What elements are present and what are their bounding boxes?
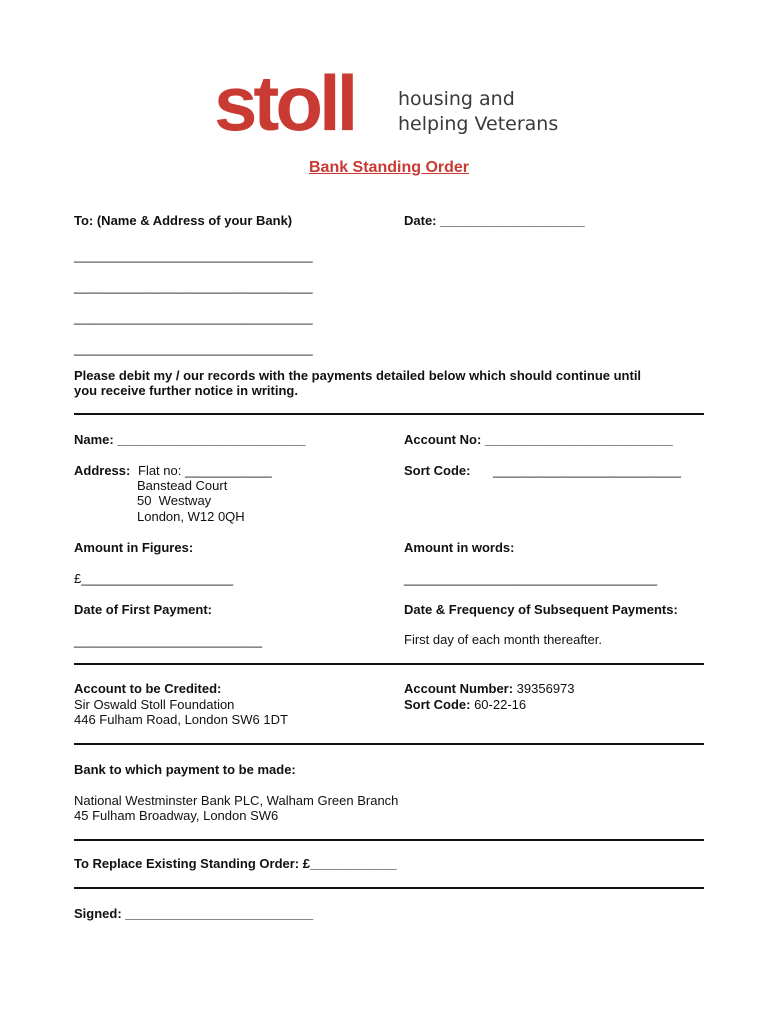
- bank-address-line-2[interactable]: _________________________________: [74, 279, 313, 294]
- amount-figures-label: Amount in Figures:: [74, 540, 194, 555]
- bank-address-line-4[interactable]: _________________________________: [74, 341, 313, 356]
- payee-bank-line-1: National Westminster Bank PLC, Walham Green Branch: [74, 793, 399, 808]
- date-field[interactable]: Date: ____________________: [404, 213, 585, 228]
- sort-code-field[interactable]: __________________________: [493, 463, 681, 478]
- subsequent-payments-value: First day of each month thereafter.: [404, 632, 602, 647]
- subsequent-payments-label: Date & Frequency of Subsequent Payments:: [404, 602, 678, 617]
- bank-address-line-3[interactable]: _________________________________: [74, 310, 313, 325]
- account-number-value: 39356973: [513, 681, 575, 696]
- amount-words-field[interactable]: ___________________________________: [404, 571, 658, 586]
- credit-account-label: Account to be Credited:: [74, 681, 222, 696]
- logo-tagline-line-1: housing and: [398, 88, 515, 110]
- logo-tagline-line-2: helping Veterans: [398, 113, 559, 135]
- credit-account-address: 446 Fulham Road, London SW6 1DT: [74, 712, 288, 727]
- stoll-logo: stoll: [214, 59, 355, 147]
- sort-code-label: Sort Code:: [404, 463, 471, 478]
- address-line-3: 50 Westway: [137, 493, 212, 508]
- credit-sort-code: [404, 697, 526, 712]
- credit-account-name: Sir Oswald Stoll Foundation: [74, 697, 235, 712]
- first-payment-field[interactable]: __________________________: [74, 633, 262, 648]
- first-payment-label: Date of First Payment:: [74, 602, 212, 617]
- page-title: Bank Standing Order: [308, 159, 470, 176]
- instruction-line-1: Please debit my / our records with the payments detailed below which should continue until: [74, 368, 642, 383]
- account-number-label: Account Number:: [404, 681, 514, 696]
- divider: [74, 887, 704, 889]
- name-field[interactable]: Name: __________________________: [74, 432, 306, 447]
- bank-address-line-1[interactable]: _________________________________: [74, 248, 313, 263]
- to-bank-label: To: (Name & Address of your Bank): [74, 213, 293, 228]
- credit-sort-code-value: 60-22-16: [470, 697, 527, 712]
- divider: [74, 663, 704, 665]
- divider: [74, 839, 704, 841]
- amount-figures-field[interactable]: £_____________________: [74, 571, 234, 586]
- payee-bank-line-2: 45 Fulham Broadway, London SW6: [74, 808, 279, 823]
- divider: [74, 743, 704, 745]
- replace-standing-order-field[interactable]: To Replace Existing Standing Order: £____________: [74, 856, 397, 871]
- instruction-line-2: you receive further notice in writing.: [74, 383, 298, 398]
- credit-sort-code-label: Sort Code:: [404, 697, 471, 712]
- divider: [74, 413, 704, 415]
- credit-account-number: [404, 681, 575, 696]
- address-line-2: Banstead Court: [137, 478, 228, 493]
- payee-bank-label: Bank to which payment to be made:: [74, 762, 296, 777]
- address-line-4: London, W12 0QH: [137, 509, 245, 524]
- amount-words-label: Amount in words:: [404, 540, 515, 555]
- address-label: Address:: [74, 463, 131, 478]
- flat-no-field[interactable]: Flat no: ____________: [138, 463, 272, 478]
- signature-field[interactable]: Signed: __________________________: [74, 906, 314, 921]
- account-no-field[interactable]: Account No: __________________________: [404, 432, 673, 447]
